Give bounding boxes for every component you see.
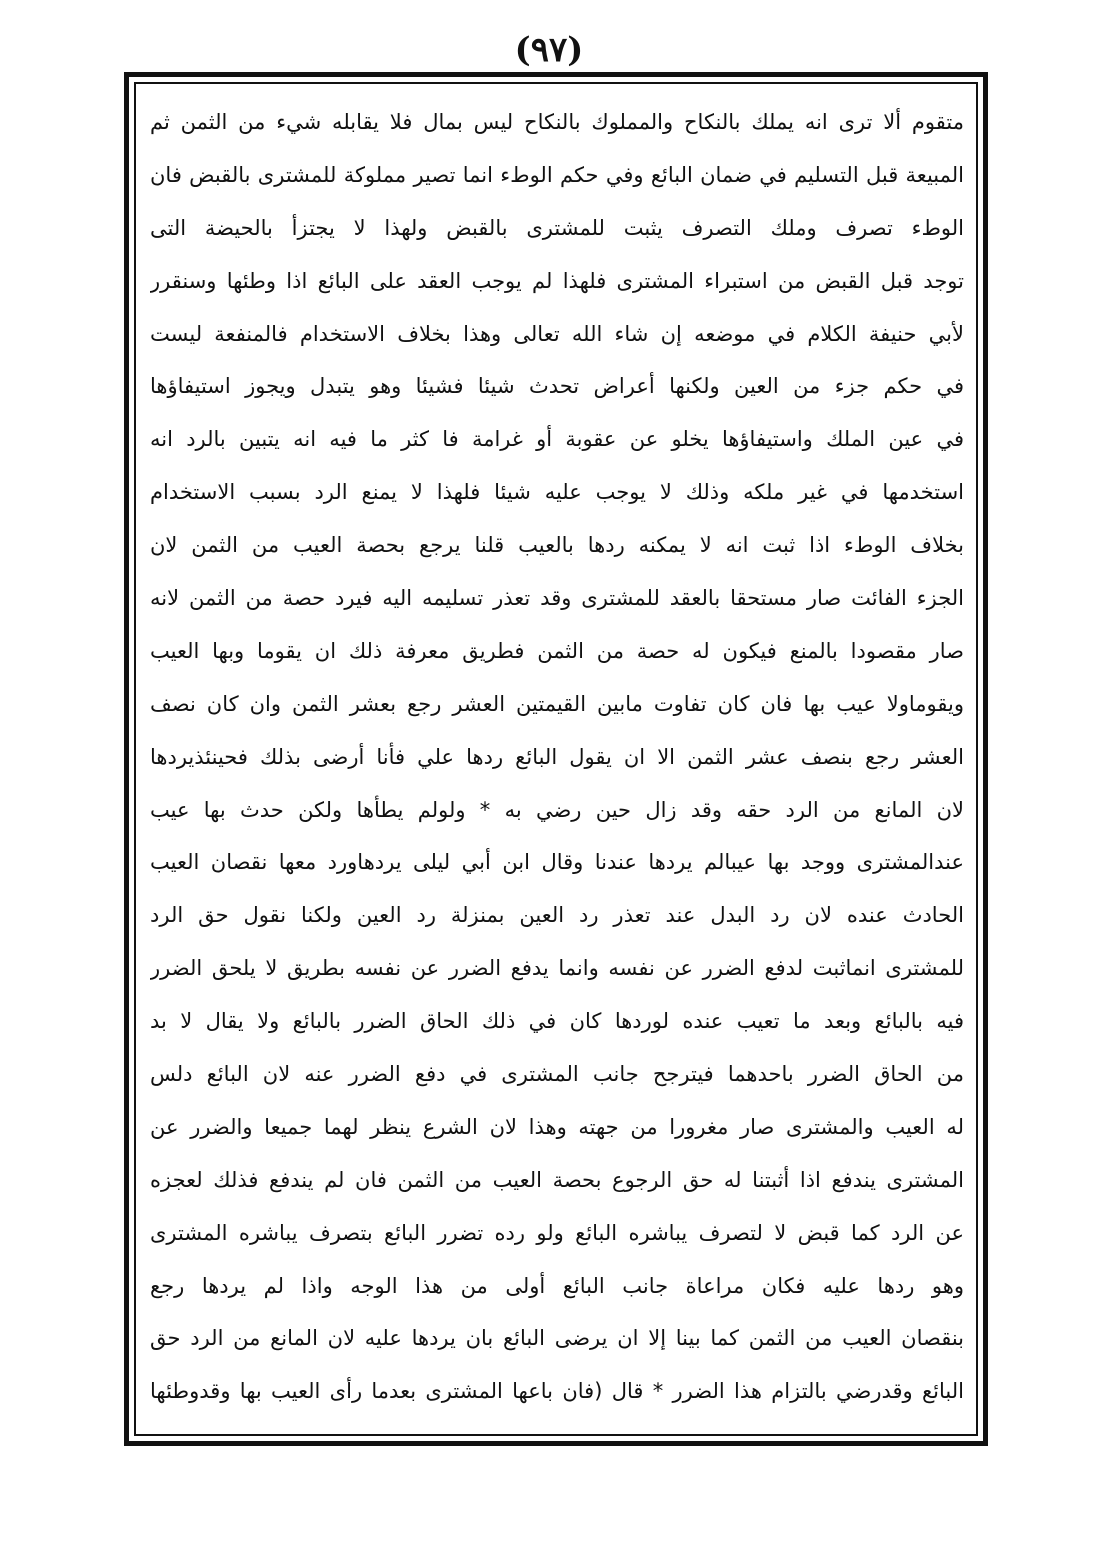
text-line: بنقصان العيب من الثمن كما بينا إلا ان يرضى البائع بان يردها عليه لان المانع من الرد حق xyxy=(150,1326,964,1351)
text-line: عندالمشترى ووجد بها عيبالم يردها عندنا وقال ابن أبي ليلى يردهاورد معها نقصان العيب xyxy=(150,850,964,875)
text-line: توجد قبل القبض من استبراء المشترى فلهذا لم يوجب العقد على البائع اذا وطئها وسنقرر xyxy=(150,268,964,293)
text-line: من الحاق الضرر باحدهما فيترجح جانب المشترى في دفع الضرر عنه لان البائع دلس xyxy=(150,1062,964,1087)
text-line: في حكم جزء من العين ولكنها أعراض تحدث شيئا فشيئا وهو يتبدل ويجوز استيفاؤها xyxy=(150,374,964,399)
text-line: وهو ردها عليه فكان مراعاة جانب البائع أولى من هذا الوجه واذا لم يردها رجع xyxy=(150,1273,964,1298)
text-line: الحادث عنده لان رد البدل عند تعذر رد العين بمنزلة رد العين ولكنا نقول حق الرد xyxy=(150,903,964,928)
text-line: الوطء تصرف وملك التصرف يثبت للمشترى بالقبض ولهذا لا يجتزأ بالحيضة التى xyxy=(150,215,964,240)
text-line: للمشترى انماثبت لدفع الضرر عن نفسه وانما يدفع الضرر عن نفسه بطريق لا يلحق الضرر xyxy=(150,956,964,981)
text-line: ويقوماولا عيب بها فان كان تفاوت مابين القيمتين العشر رجع بعشر الثمن وان كان نصف xyxy=(150,691,964,716)
text-line: له العيب والمشترى صار مغرورا من جهته وهذا لان الشرع ينظر لهما جميعا والضرر عن xyxy=(150,1114,964,1139)
body-text xyxy=(150,96,964,1424)
text-line: العشر رجع بنصف عشر الثمن الا ان يقول البائع ردها علي فأنا أرضى بذلك فحينئذيردها xyxy=(150,744,964,769)
text-line: في عين الملك واستيفاؤها يخلو عن عقوبة أو غرامة فا كثر ما فيه انه يتبين بالرد انه xyxy=(150,427,964,452)
text-line: المبيعة قبل التسليم في ضمان البائع وفي حكم الوطء انما تصير مملوكة للمشترى بالقبض فان xyxy=(150,162,964,187)
text-line: البائع وقدرضي بالتزام هذا الضرر * قال (فان باعها المشترى بعدما رأى العيب بها وقدوطئها xyxy=(150,1379,964,1404)
text-line: عن الرد كما قبض لا لتصرف يباشره البائع ولو رده تضرر البائع بتصرف يباشره المشترى xyxy=(150,1220,964,1245)
text-line: فيه بالبائع وبعد ما تعيب عنده لوردها كان في ذلك الحاق الضرر بالبائع ولا يقال لا بد xyxy=(150,1009,964,1034)
text-line: متقوم ألا ترى انه يملك بالنكاح والمملوك بالنكاح ليس بمال فلا يقابله شيء من الثمن ثم xyxy=(150,110,964,134)
text-line: لان المانع من الرد حقه وقد زال حين رضي به * ولولم يطأها ولكن حدث بها عيب xyxy=(150,797,964,822)
text-line: المشترى يندفع اذا أثبتنا له حق الرجوع بحصة العيب من الثمن فان لم يندفع فذلك لعجزه xyxy=(150,1167,964,1192)
page-number: (٩٧) xyxy=(514,30,584,70)
text-line: استخدمها في غير ملكه وذلك لا يوجب عليه شيئا فلهذا لا يمنع الرد بسبب الاستخدام xyxy=(150,480,964,505)
text-line: صار مقصودا بالمنع فيكون له حصة من الثمن فطريق معرفة ذلك ان يقوما وبها العيب xyxy=(150,638,964,663)
text-line: بخلاف الوطء اذا ثبت انه لا يمكنه ردها بالعيب قلنا يرجع بحصة العيب من الثمن لان xyxy=(150,533,964,558)
text-line: الجزء الفائت صار مستحقا بالعقد للمشترى وقد تعذر تسليمه اليه فيرد حصة من الثمن لانه xyxy=(150,586,964,611)
text-line: لأبي حنيفة الكلام في موضعه إن شاء الله تعالى وهذا بخلاف الاستخدام فالمنفعة ليست xyxy=(150,321,964,346)
